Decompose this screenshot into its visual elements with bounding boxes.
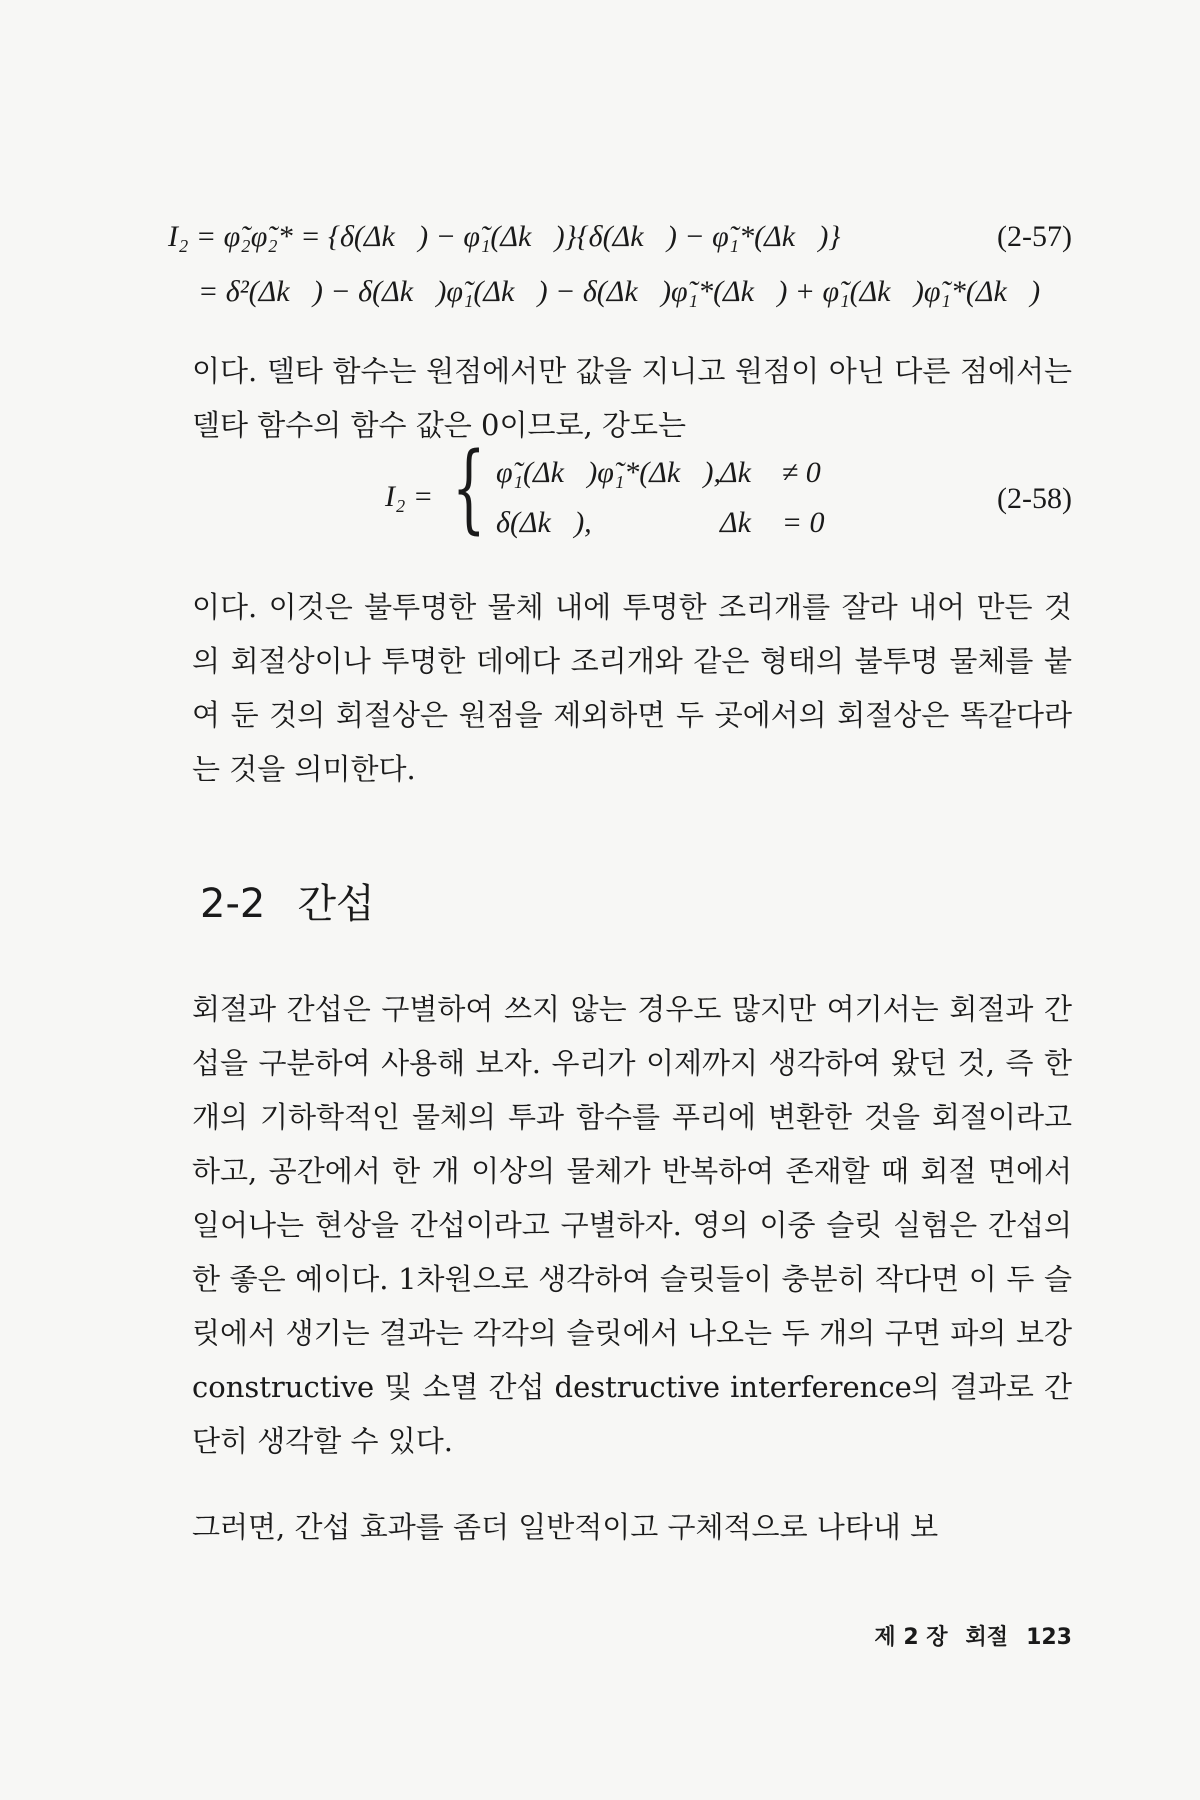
equation-2-58-case1-expr: φ̃₁(Δk⃗)φ̃₁*(Δk⃗),: [496, 456, 722, 489]
footer-chapter-title: 회절: [965, 1625, 1009, 1650]
page-number: 123: [1026, 1625, 1072, 1650]
paragraph-intensity-intro: 이다. 델타 함수는 원점에서만 값을 지니고 원점이 아닌 다른 점에서는 델타 함수의 함수 값은 0이므로, 강도는: [192, 354, 1072, 442]
section-heading: [200, 872, 375, 929]
section-number: 2-2: [200, 881, 266, 927]
equation-number-2-57: (2-57): [997, 220, 1072, 253]
page-footer: [856, 1620, 1072, 1651]
paragraph-interference-definition: 회절과 간섭은 구별하여 쓰지 않는 경우도 많지만 여기서는 회절과 간섭을 구분하여 사용해 보자. 우리가 이제까지 생각하여 왔던 것, 즉 한 개의 기하학적인 물체의 투과 함수를 푸리에 변환한 것을 회절이라고 하고, 공간에서 한 개 이상의 물체가 반복하여 존재할 때 회절 면에서 일어나는 현상을 간섭이라고 구별하자. 영의 이중 슬릿 실험은 간섭의 한 좋은 예이다. 1차원으로 생각하여 슬릿들이 충분히 작다면 이 두 슬릿에서 생기는 결과는 각각의 슬릿에서 나오는 두 개의 구면 파의 보강 constructive 및 소멸 간섭 destructive interference의 결과로 간단히 생각할 수 있다.: [192, 992, 1072, 1458]
equation-2-58-lhs: I₂ =: [385, 480, 434, 513]
equation-2-58-case1-cond: Δk⃗ ≠ 0: [720, 456, 821, 489]
equation-2-57-line2: = δ²(Δk⃗) − δ(Δk⃗)φ̃₁(Δk⃗) − δ(Δk⃗)φ̃₁*(Δk⃗) + φ̃₁(Δk⃗)φ̃₁*(Δk⃗): [198, 275, 1041, 308]
footer-chapter: 제 2 장: [874, 1625, 948, 1650]
curly-brace-symbol: {: [452, 432, 486, 544]
equation-2-58-case2-cond: Δk⃗ = 0: [720, 506, 825, 539]
equation-2-57-line1: I₂ = φ̃₂φ̃₂* = {δ(Δk⃗) − φ̃₁(Δk⃗)}{δ(Δk⃗) − φ̃₁*(Δk⃗)}: [168, 220, 841, 253]
paragraph-diffraction-equivalence: 이다. 이것은 불투명한 물체 내에 투명한 조리개를 잘라 내어 만든 것의 회절상이나 투명한 데에다 조리개와 같은 형태의 불투명 물체를 붙여 둔 것의 회절상은 원점을 제외하면 두 곳에서의 회절상은 똑같다라는 것을 의미한다.: [192, 590, 1072, 786]
paragraph-continuation: 그러면, 간섭 효과를 좀더 일반적이고 구체적으로 나타내 보: [192, 1510, 939, 1544]
equation-number-2-58: (2-58): [997, 482, 1072, 515]
section-title: 간섭: [297, 881, 375, 927]
equation-2-58-case2-expr: δ(Δk⃗),: [496, 506, 592, 539]
